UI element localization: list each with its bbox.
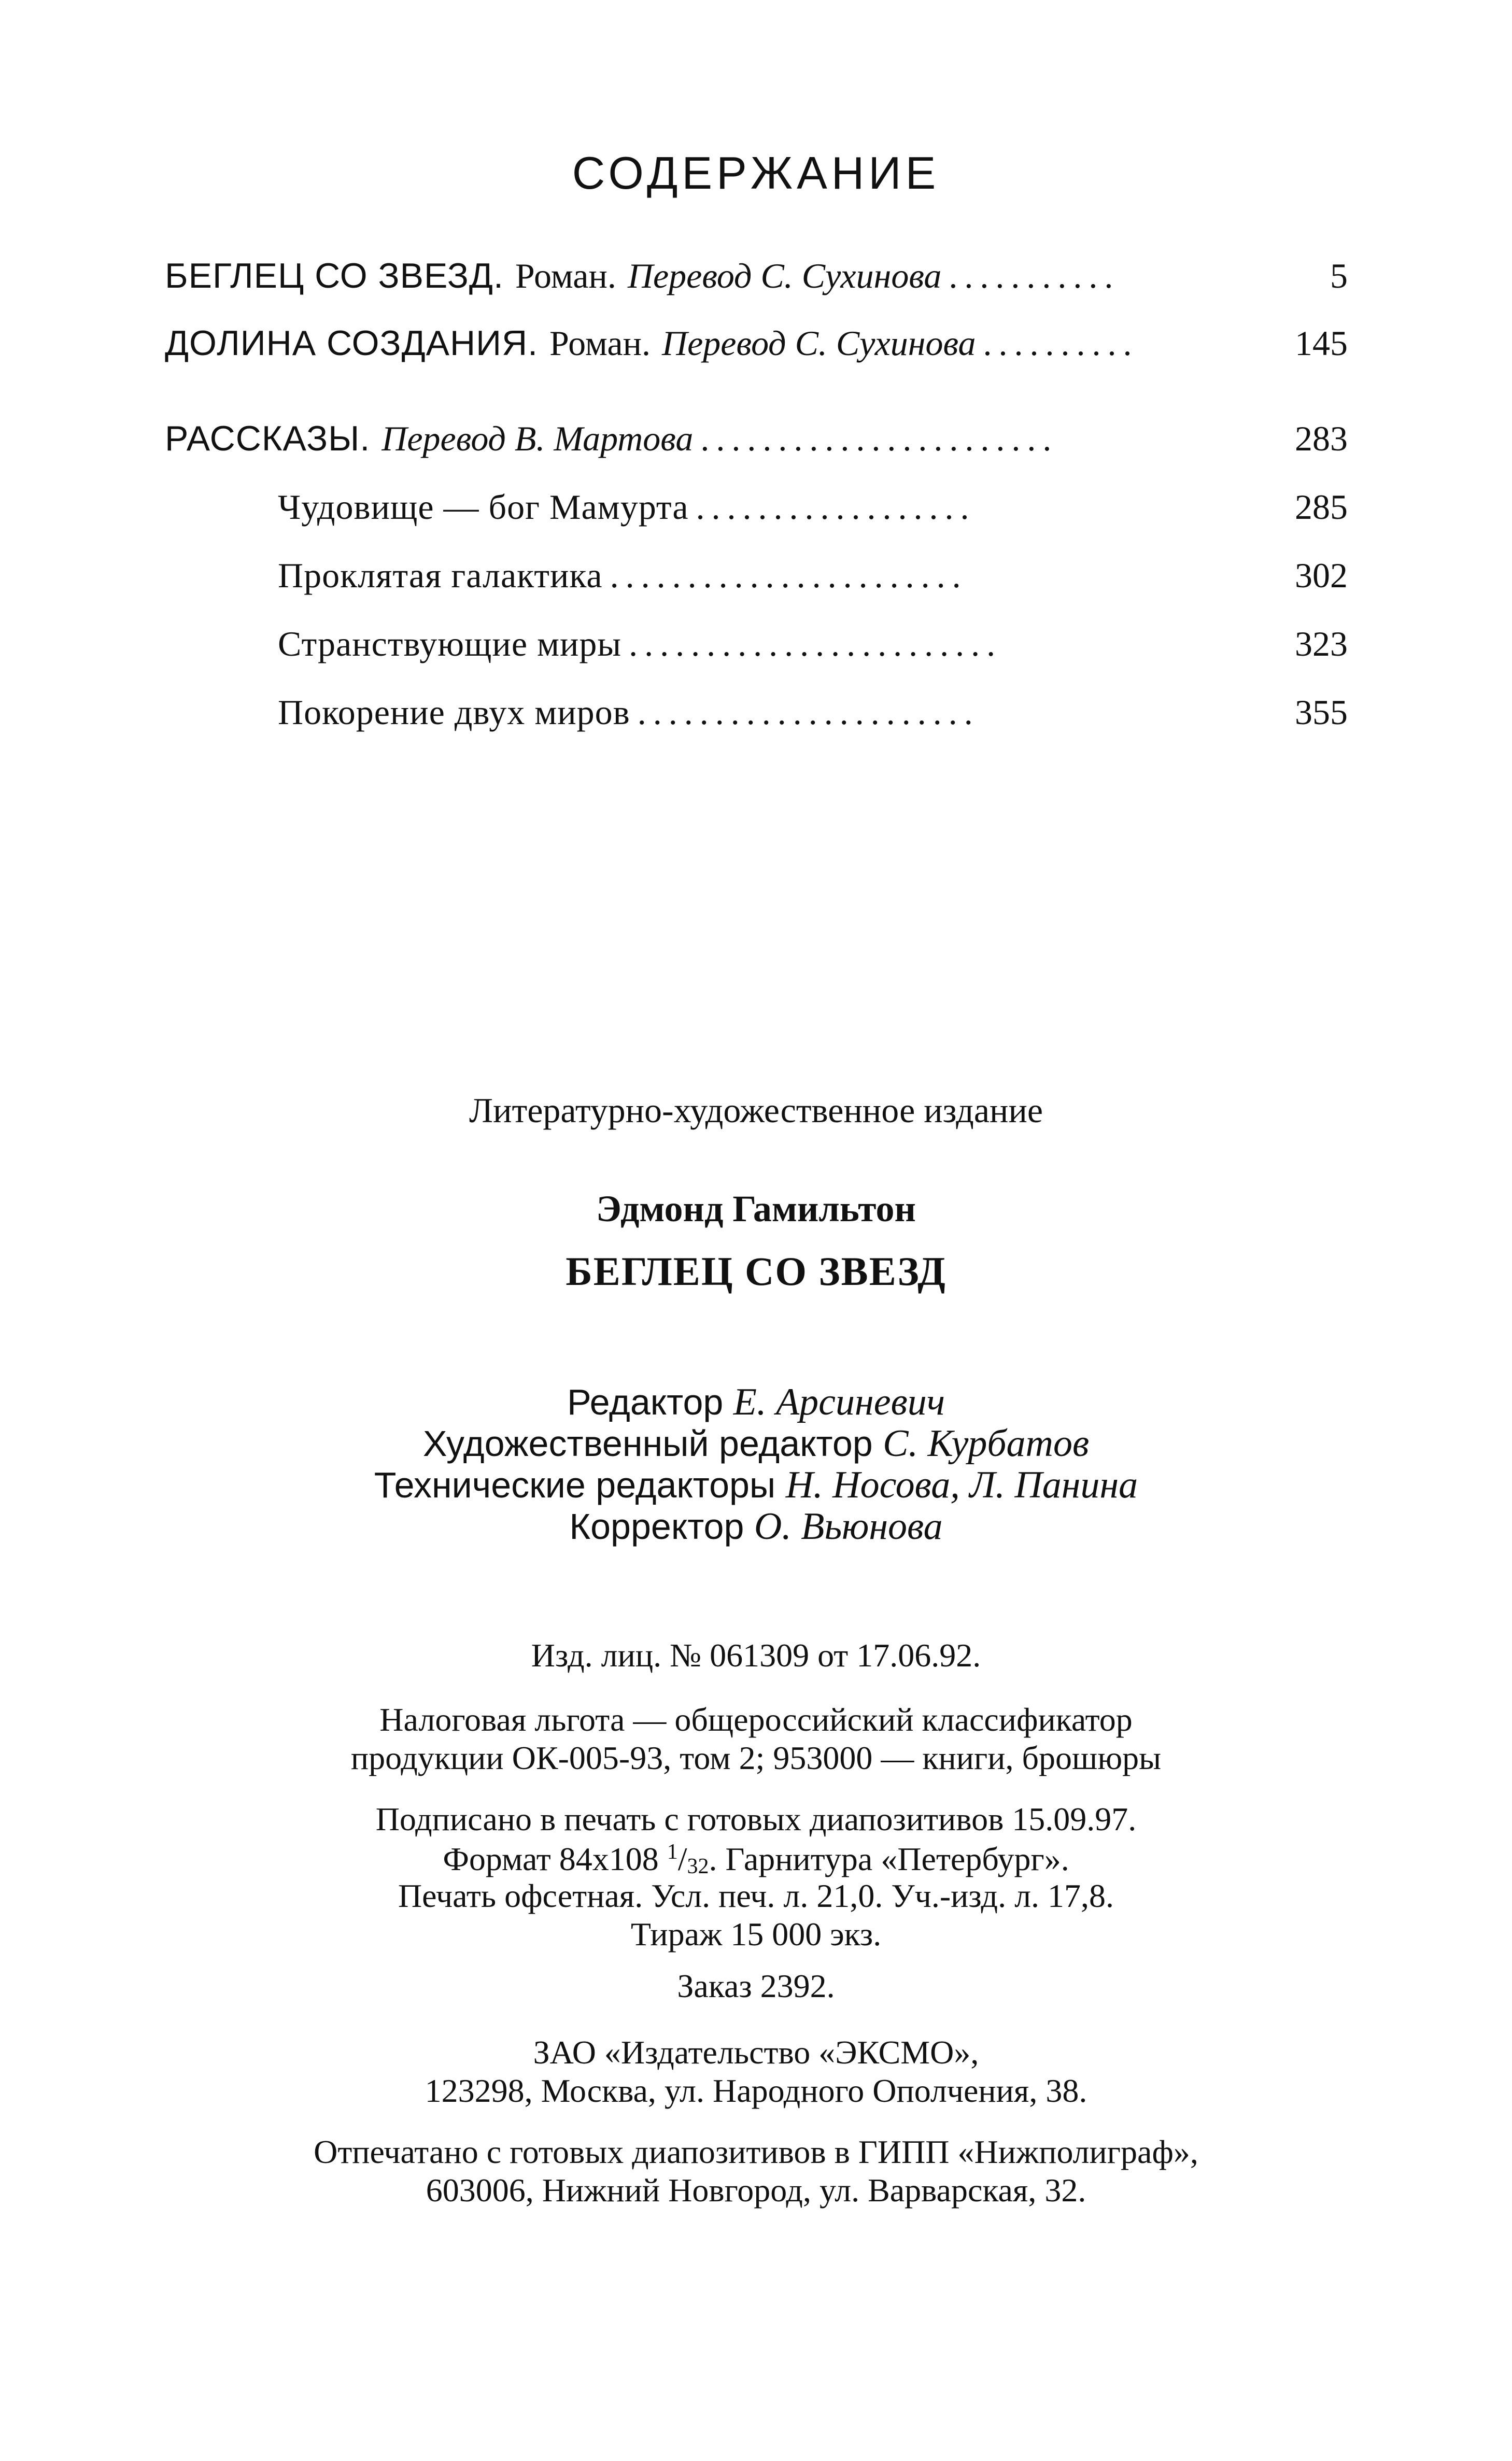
license-line: Изд. лиц. № 061309 от 17.06.92. [531,1637,981,1674]
toc-entry-leader: ....................... [610,558,968,593]
toc-entry-kind: Роман. [549,323,651,363]
toc-entry-leader: ........... [949,258,1120,293]
toc-heading: СОДЕРЖАНИЕ [572,147,940,199]
toc-entry-page: 285 [1295,487,1348,527]
credit-line [0,1424,1512,1463]
credit-name: О. Вьюнова [754,1505,943,1548]
run-line: Тираж 15 000 экз. [630,1916,882,1953]
publisher-line-1: ЗАО «Издательство «ЭКСМО», [533,2034,979,2071]
toc-entry-leader: ....................... [700,421,1058,456]
toc-entry-translator: Перевод С. Сухинова [627,256,942,295]
toc-entry [165,421,1348,456]
toc-entry [278,558,1348,593]
credit-role: Художественный редактор [422,1423,873,1464]
toc-entry-page: 323 [1295,624,1348,663]
credit-name: Е. Арсиневич [733,1381,945,1423]
publisher-line-2: 123298, Москва, ул. Народного Ополчения, 38. [425,2072,1087,2109]
toc-entry-page: 283 [1295,419,1348,458]
credit-line [0,1383,1512,1421]
toc-entry-page: 5 [1330,256,1348,295]
credit-name: С. Курбатов [883,1422,1090,1465]
toc-entry-page: 302 [1295,556,1348,595]
author-name: Эдмонд Гамильтон [596,1188,916,1229]
toc-entry-title: Чудовище — бог Мамурта [278,487,689,527]
print-line: Печать офсетная. Усл. печ. л. 21,0. Уч.-изд. л. 17,8. [398,1877,1114,1914]
toc-entry-leader: ...................... [637,695,980,730]
toc-entry [278,489,1348,525]
toc-entry [165,323,1348,363]
tax-line-2: продукции ОК-005-93, том 2; 953000 — книги, брошюры [350,1739,1162,1776]
toc-entry-page: 355 [1295,692,1348,732]
toc-entry-title: Странствующие миры [278,624,622,663]
toc-entry-page: 145 [1295,323,1348,363]
format-line: Формат 84x108 $^1/_{32}$. Гарнитура «Петербург». [443,1840,1069,1878]
format-prefix: Формат 84x108 [443,1841,667,1877]
credit-role: Корректор [569,1506,744,1547]
credit-name: Н. Носова, Л. Панина [785,1464,1138,1506]
toc-entry-title: РАССКАЗЫ. [165,419,371,458]
toc-entry-title: БЕГЛЕЦ СО ЗВЕЗД. [165,256,504,295]
toc-entry-leader: .................. [696,489,976,525]
printer-line-2: 603006, Нижний Новгород, ул. Варварская, 32. [426,2172,1086,2209]
toc-entry-translator: Перевод В. Мартова [381,419,694,458]
credit-line [0,1507,1512,1546]
toc-entry-translator: Перевод С. Сухинова [661,323,976,363]
tax-line-1: Налоговая льгота — общероссийский классификатор [379,1701,1133,1738]
edition-type: Литературно-художественное издание [469,1091,1043,1130]
format-suffix: . Гарнитура «Петербург». [709,1841,1069,1877]
credit-role: Редактор [567,1382,724,1422]
toc-entry-title: Покорение двух миров [278,692,630,732]
toc-entry-leader: .......... [983,326,1139,361]
toc-entry-title: ДОЛИНА СОЗДАНИЯ. [165,323,539,363]
toc-entry-leader: ........................ [629,626,1002,661]
book-title: БЕГЛЕЦ СО ЗВЕЗД [566,1249,946,1294]
toc-entry-title: Проклятая галактика [278,556,603,595]
format-numerator: 1 [667,1840,678,1864]
credit-role: Технические редакторы [374,1465,776,1505]
credit-line [0,1466,1512,1504]
toc-entry [278,692,1348,732]
order-line: Заказ 2392. [677,1968,835,2004]
printer-line-1: Отпечатано с готовых диапозитивов в ГИПП «Нижполиграф», [314,2133,1198,2170]
toc-entry-kind: Роман. [515,256,616,295]
format-denominator: 32 [687,1855,709,1878]
toc-entry [165,258,1348,293]
signed-line: Подписано в печать с готовых диапозитивов 15.09.97. [375,1801,1137,1837]
toc-entry [278,626,1348,661]
